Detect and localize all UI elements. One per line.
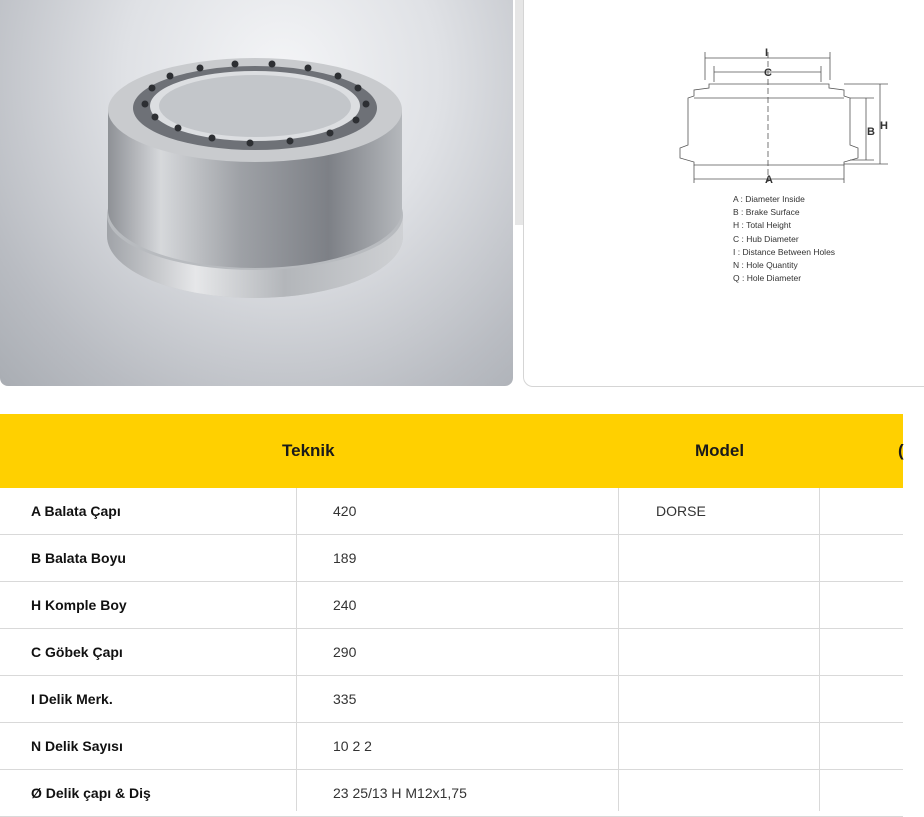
header-teknik: Teknik bbox=[282, 441, 335, 460]
table-row bbox=[0, 723, 903, 770]
row-value: 23 25/13 H M12x1,75 bbox=[333, 785, 467, 801]
row-label: C Göbek Çapı bbox=[31, 644, 123, 660]
legend-item: B : Brake Surface bbox=[733, 207, 800, 218]
dim-label-b: B bbox=[867, 126, 875, 138]
column-divider bbox=[296, 488, 297, 811]
table-row bbox=[0, 676, 903, 723]
column-divider bbox=[819, 488, 820, 811]
legend-item: A : Diameter Inside bbox=[733, 194, 805, 204]
row-label: Ø Delik çapı & Diş bbox=[31, 785, 151, 801]
gallery-scrollbar[interactable] bbox=[515, 0, 523, 225]
row-value: 290 bbox=[333, 644, 357, 660]
dim-label-h: H bbox=[880, 120, 888, 132]
row-value: 10 2 2 bbox=[333, 738, 372, 754]
row-label: B Balata Boyu bbox=[31, 550, 126, 566]
header-partial: ( bbox=[898, 441, 904, 460]
brake-drum-image bbox=[0, 0, 513, 386]
table-row bbox=[0, 535, 903, 582]
row-label: H Komple Boy bbox=[31, 597, 127, 613]
drum-dimension-diagram bbox=[524, 0, 904, 300]
dimension-legend bbox=[733, 193, 835, 285]
legend-item: I : Distance Between Holes bbox=[733, 246, 836, 257]
spec-table bbox=[0, 414, 903, 817]
row-value: 240 bbox=[333, 597, 357, 613]
legend-item: Q : Hole Diameter bbox=[733, 273, 802, 284]
row-model: DORSE bbox=[656, 503, 706, 519]
row-label: N Delik Sayısı bbox=[31, 738, 123, 754]
legend-item: N : Hole Quantity bbox=[733, 260, 798, 271]
row-label: A Balata Çapı bbox=[31, 503, 121, 519]
product-photo[interactable] bbox=[0, 0, 513, 386]
table-header bbox=[0, 414, 903, 488]
row-value: 335 bbox=[333, 691, 357, 707]
legend-item: C : Hub Diameter bbox=[733, 233, 799, 244]
dim-label-i: I bbox=[765, 47, 769, 59]
table-row bbox=[0, 770, 903, 817]
row-value: 189 bbox=[333, 550, 357, 566]
row-value: 420 bbox=[333, 503, 357, 519]
header-model: Model bbox=[695, 441, 745, 460]
table-row bbox=[0, 582, 903, 629]
technical-diagram-panel bbox=[523, 0, 924, 387]
table-row bbox=[0, 629, 903, 676]
table-row bbox=[0, 488, 903, 535]
column-divider bbox=[618, 488, 619, 811]
legend-item: H : Total Height bbox=[733, 220, 791, 231]
row-label: I Delik Merk. bbox=[31, 691, 113, 707]
dim-label-a: A bbox=[765, 174, 773, 186]
dim-label-c: C bbox=[764, 67, 772, 79]
